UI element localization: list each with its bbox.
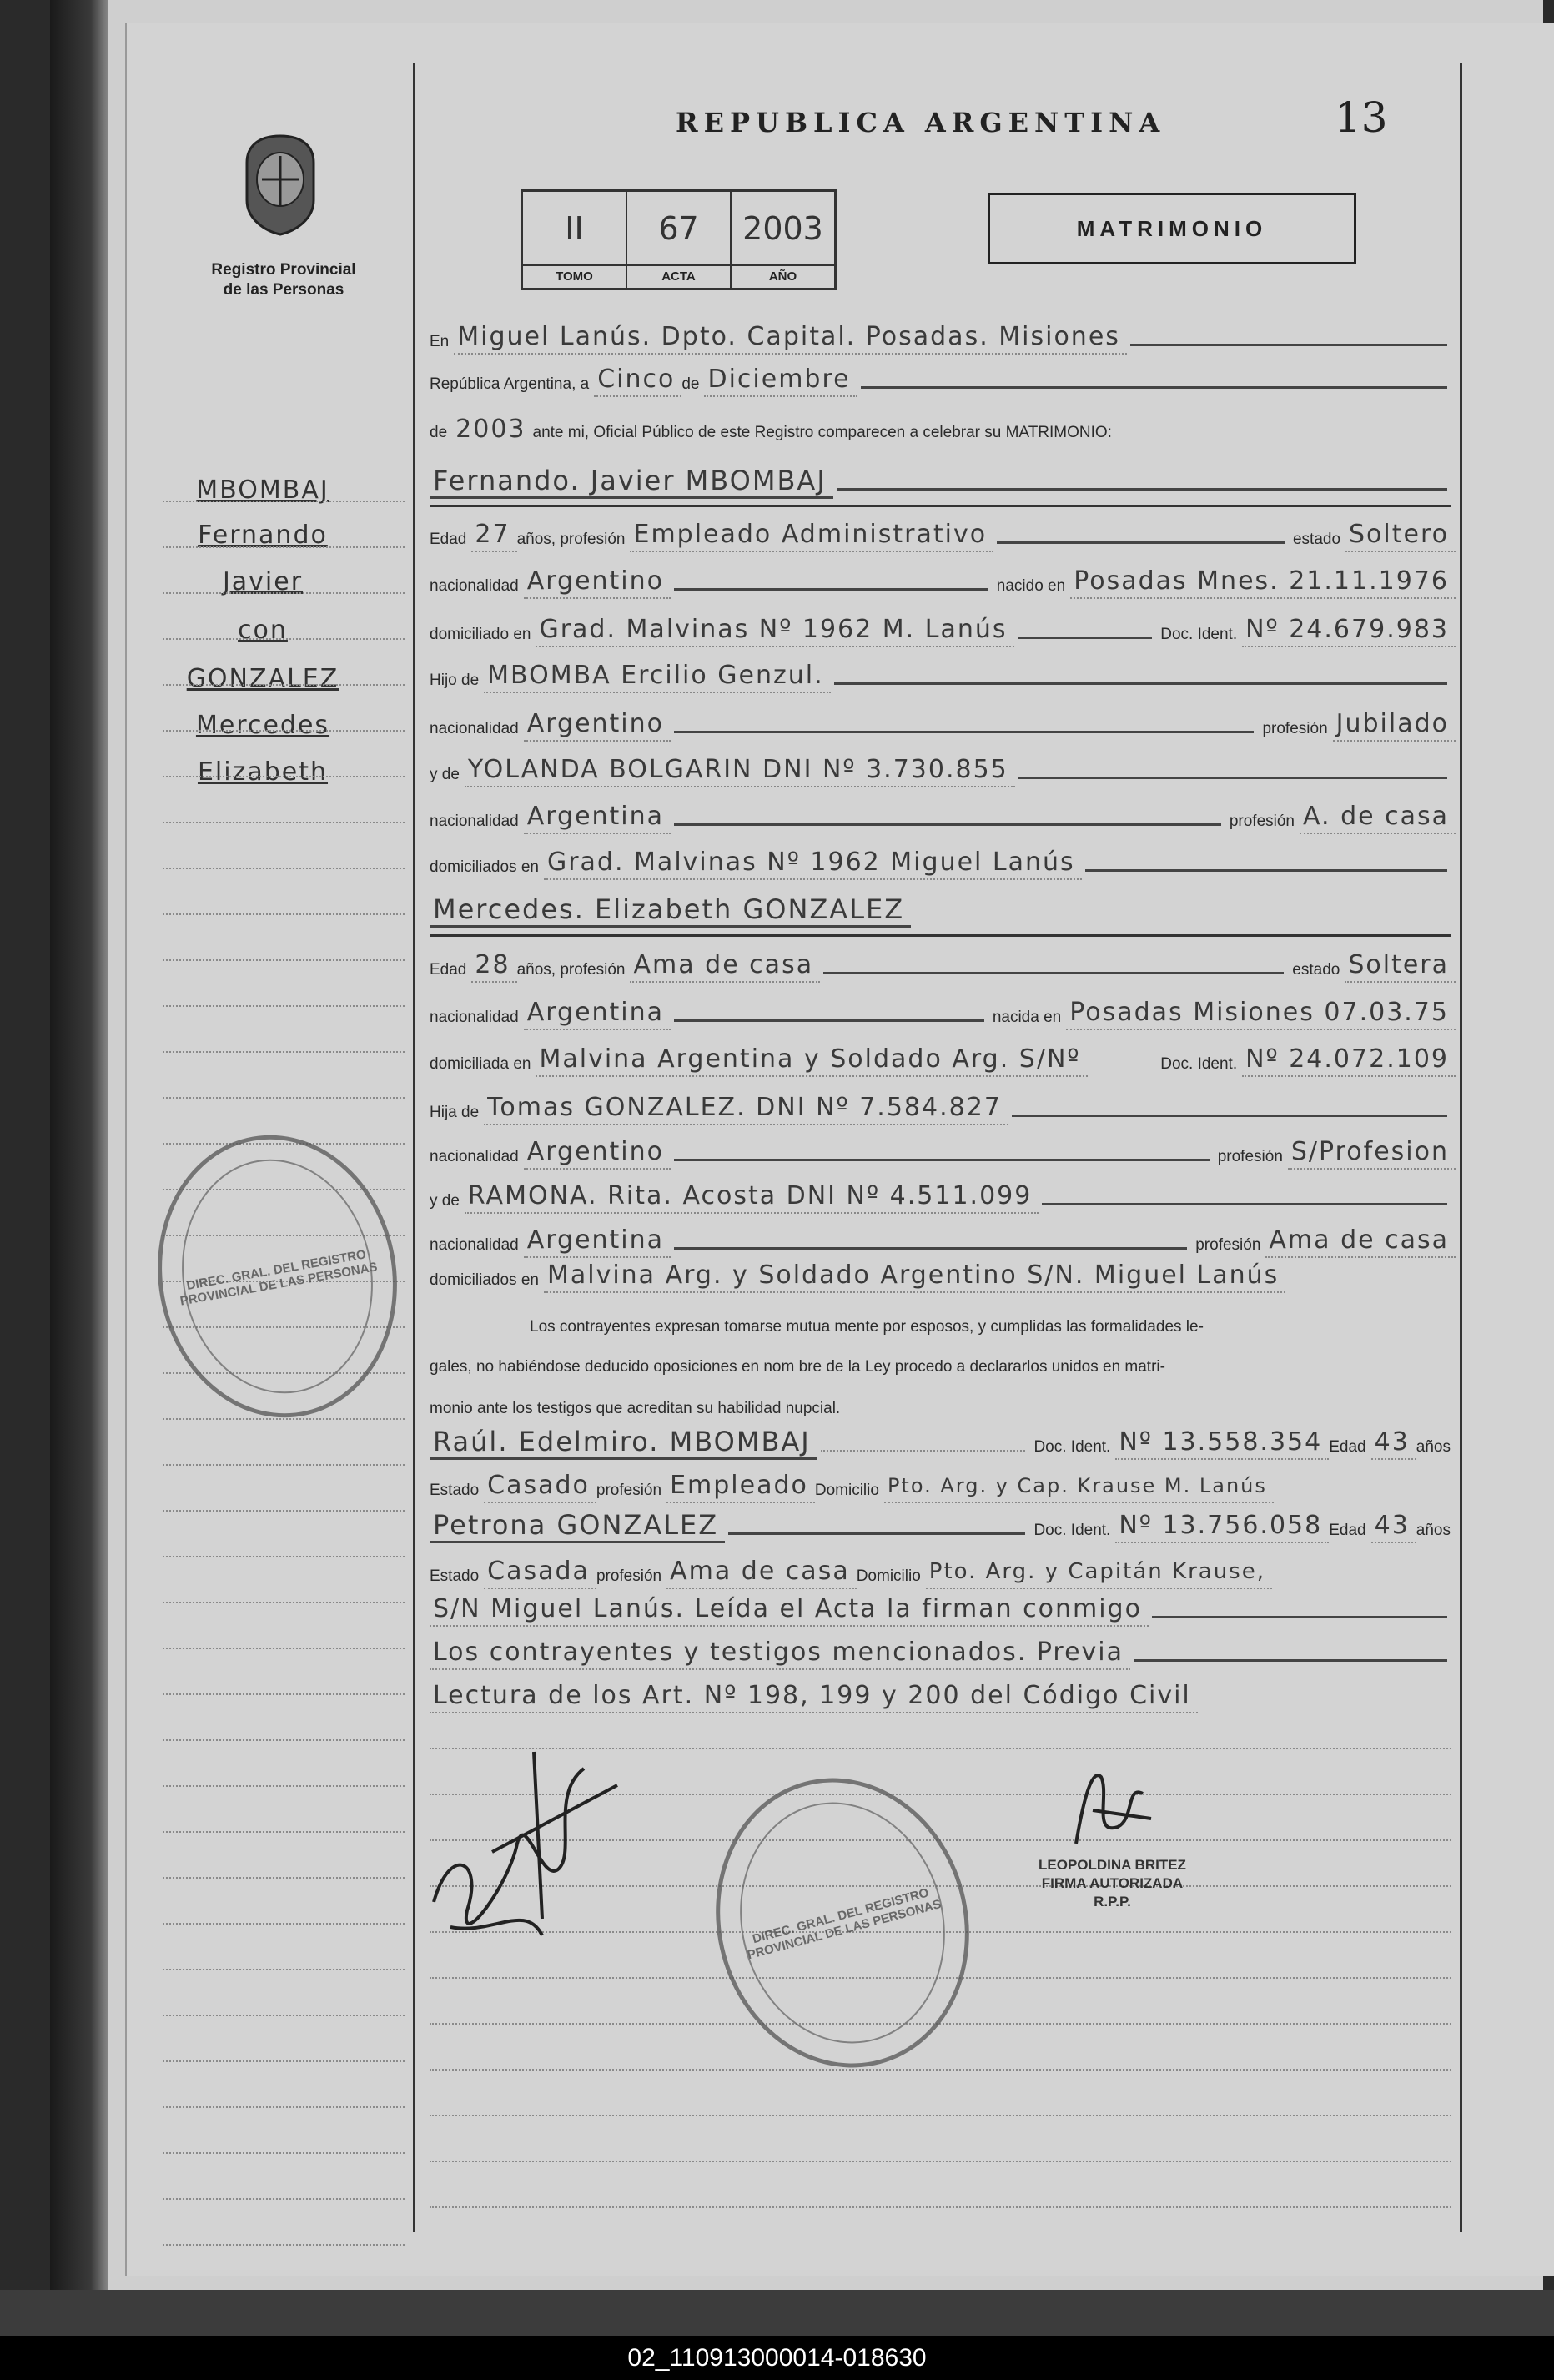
acta-value: 67 [658, 210, 699, 247]
margin-name: Fernando [198, 521, 328, 550]
label: y de [430, 766, 460, 783]
bride-father-row [430, 1084, 1456, 1125]
margin-rule-line [163, 2152, 405, 2154]
divider [430, 934, 1451, 937]
margin-rule-line [163, 1556, 405, 1557]
bride-status: Soltera [1345, 949, 1456, 983]
groom-doc: Nº 24.679.983 [1242, 614, 1456, 647]
witness1-address: Pto. Arg. y Cap. Krause M. Lanús [884, 1470, 1274, 1503]
label: profesión [596, 1567, 662, 1585]
bride-nationality-row [430, 989, 1456, 1030]
label: Doc. Ident. [1160, 1055, 1238, 1073]
declaration-line: Los contrayentes expresan tomarse mutua mente por esposos, y cumplidas las formalidades le- [530, 1318, 1204, 1336]
groom-address: Grad. Malvinas Nº 1962 M. Lanús [536, 614, 1013, 647]
label: Edad [1329, 1438, 1366, 1456]
margin-rule-line [163, 2198, 405, 2200]
right-border [1460, 63, 1462, 2232]
bride-parents-address-row [430, 1251, 1456, 1293]
official-name: LEOPOLDINA BRITEZ [1039, 1857, 1186, 1873]
groom-nationality-row [430, 557, 1456, 599]
margin-rule-line [163, 776, 405, 777]
margin-rule-line [163, 1831, 405, 1833]
witness2-name: Petrona GONZALEZ [430, 1509, 725, 1543]
year-row [430, 404, 1456, 445]
margin-rule-line [163, 1739, 405, 1741]
groom-parents-address: Grad. Malvinas Nº 1962 Miguel Lanús [544, 847, 1082, 880]
margin-name: GONZALEZ [186, 664, 339, 693]
margin-rule-line [163, 959, 405, 961]
margin-rule-line [163, 868, 405, 869]
label: Edad [430, 531, 467, 548]
label: estado [1292, 531, 1341, 548]
margin-rule-line [163, 822, 405, 823]
scan-bottom-edge [0, 2290, 1554, 2336]
date-row [430, 355, 1456, 397]
intro-text: ante mi, Oficial Público de este Registro comparecen a celebrar su MATRIMONIO: [532, 424, 1112, 441]
label: y de [430, 1192, 460, 1210]
official-org: R.P.P. [1094, 1894, 1131, 1910]
body-rule-line [430, 2115, 1451, 2116]
margin-rule-line [163, 1877, 405, 1879]
acta-label: ACTA [627, 264, 730, 288]
bride-birth: Posadas Misiones 07.03.75 [1066, 997, 1456, 1030]
witness2-profession: Ama de casa [666, 1556, 857, 1589]
groom-address-row [430, 606, 1456, 647]
registry-name [167, 260, 400, 300]
groom-mother-profession: A. de casa [1300, 801, 1456, 834]
closing-row [430, 1585, 1456, 1627]
bride-father-nationality: Argentino [524, 1136, 671, 1170]
bride-age-row [430, 941, 1456, 983]
month-value: Diciembre [704, 364, 857, 397]
stamp-text: DIREC. GRAL. DEL REGISTRO PROVINCIAL DE LAS PERSONAS [179, 1246, 379, 1309]
tomo-cell [523, 192, 627, 288]
bride-name-row [430, 886, 1456, 928]
ano-value: 2003 [742, 210, 823, 247]
bride-nationality: Argentina [524, 997, 671, 1030]
margin-rule-line [163, 1969, 405, 1970]
label: nacido en [996, 577, 1066, 595]
margin-rule-line [163, 638, 405, 640]
margin-rule-line [163, 1602, 405, 1603]
bride-mother-nationality: Argentina [524, 1225, 671, 1258]
closing-row [430, 1672, 1456, 1713]
official-title: FIRMA AUTORIZADA [1041, 1875, 1184, 1891]
label: profesión [596, 1482, 662, 1499]
bride-name: Mercedes. Elizabeth GONZALEZ [430, 893, 911, 928]
label: de [681, 375, 700, 393]
margin-rule-line [163, 1005, 405, 1007]
label: Domicilio [856, 1567, 921, 1585]
margin-rule-line [163, 1464, 405, 1466]
margin-rule-line [163, 2106, 405, 2108]
day-value: Cinco [594, 364, 681, 397]
label: Doc. Ident. [1033, 1438, 1111, 1456]
label: República Argentina, a [430, 375, 590, 393]
tomo-acta-ano-box [521, 189, 837, 290]
label: profesión [1229, 813, 1295, 830]
label: Edad [1329, 1522, 1366, 1539]
witness1-age: 43 [1371, 1426, 1416, 1460]
witness2-status: Casada [484, 1556, 596, 1589]
label: profesión [1262, 720, 1328, 737]
margin-rule-line [163, 592, 405, 594]
label: Estado [430, 1567, 480, 1585]
label: nacionalidad [430, 577, 519, 595]
bride-father: Tomas GONZALEZ. DNI Nº 7.584.827 [484, 1092, 1008, 1125]
closing-row [430, 1628, 1456, 1670]
stamp-text: DIREC. GRAL. DEL REGISTRO PROVINCIAL DE LAS PERSONAS [746, 1885, 943, 1963]
bride-mother-row [430, 1172, 1456, 1214]
label: estado [1292, 961, 1340, 979]
label: Domicilio [814, 1482, 879, 1499]
witness2-details-row [430, 1547, 1456, 1589]
bride-address: Malvina Argentina y Soldado Arg. S/Nº [536, 1044, 1087, 1077]
bride-doc: Nº 24.072.109 [1242, 1044, 1456, 1077]
margin-divider [413, 63, 415, 2232]
bride-father-profession: S/Profesion [1288, 1136, 1456, 1170]
label: nacionalidad [430, 720, 519, 737]
body-rule-line [430, 2161, 1451, 2162]
margin-name: MBOMBAJ [196, 475, 329, 505]
label: Hijo de [430, 672, 480, 689]
margin-rule-line [163, 1097, 405, 1099]
groom-parents-address-row [430, 838, 1456, 880]
tomo-label: TOMO [523, 264, 626, 288]
label: domiciliado en [430, 626, 531, 643]
tomo-value: II [565, 210, 584, 247]
margin-rule-line [163, 1418, 405, 1420]
bride-parents-address: Malvina Arg. y Soldado Argentino S/N. Miguel Lanús [544, 1260, 1285, 1293]
year-value: 2003 [455, 415, 526, 444]
groom-name-row [430, 457, 1456, 499]
label: Hija de [430, 1104, 480, 1121]
body-rule-line [430, 2069, 1451, 2071]
label: domiciliados en [430, 1271, 539, 1289]
signature-official [1043, 1760, 1176, 1860]
page-number: 13 [1335, 93, 1388, 142]
label: profesión [1217, 1148, 1283, 1165]
label: años, profesión [516, 531, 626, 548]
groom-status: Soltero [1345, 519, 1456, 552]
groom-father-nationality: Argentino [524, 708, 671, 742]
label: Edad [430, 961, 467, 979]
label: años [1416, 1438, 1451, 1456]
witness1-status: Casado [484, 1470, 596, 1503]
witness2-address: Pto. Arg. y Capitán Krause, [926, 1556, 1272, 1589]
image-caption: 02_110913000014-018630 [0, 2336, 1554, 2380]
margin-rule-line [163, 1051, 405, 1053]
witness1-name: Raúl. Edelmiro. MBOMBAJ [430, 1426, 817, 1460]
margin-rule-line [163, 546, 405, 548]
divider [430, 505, 1451, 507]
body-rule-line [430, 2206, 1451, 2208]
groom-birth: Posadas Mnes. 21.11.1976 [1070, 566, 1456, 599]
body-rule-line [430, 2023, 1451, 2025]
margin-rule-line [163, 501, 405, 502]
label: domiciliados en [430, 858, 539, 876]
bride-father-nat-row [430, 1128, 1456, 1170]
margin-name: Mercedes [195, 711, 330, 740]
margin-rule-line [163, 684, 405, 686]
witness1-doc: Nº 13.558.354 [1115, 1426, 1329, 1460]
bride-mother: RAMONA. Rita. Acosta DNI Nº 4.511.099 [465, 1180, 1039, 1214]
groom-age-row [430, 511, 1456, 552]
groom-father-nat-row [430, 700, 1456, 742]
bride-profession: Ama de casa [630, 949, 820, 983]
acta-cell [627, 192, 732, 288]
label: nacionalidad [430, 1148, 519, 1165]
label: años, profesión [516, 961, 626, 979]
country-title: REPUBLICA ARGENTINA [676, 107, 1166, 138]
closing-line: Los contrayentes y testigos mencionados. Previa [430, 1637, 1130, 1670]
book-spine-edge [50, 0, 108, 2290]
witness1-details-row [430, 1462, 1456, 1503]
groom-profession: Empleado Administrativo [630, 519, 993, 552]
margin-name: Javier [222, 567, 304, 596]
margin-rule-line [163, 1648, 405, 1649]
margin-rule-line [163, 2060, 405, 2062]
official-signature-block [1039, 1856, 1186, 1911]
bride-address-row [430, 1035, 1456, 1077]
declaration-line: gales, no habiéndose deducido oposiciones en nom bre de la Ley procedo a declararlos unidos en matri- [430, 1358, 1165, 1376]
groom-father: MBOMBA Ercilio Genzul. [484, 660, 830, 693]
label: Doc. Ident. [1160, 626, 1238, 643]
declaration-line: monio ante los testigos que acreditan su habilidad nupcial. [430, 1400, 841, 1417]
ano-label: AÑO [732, 264, 834, 288]
place-row [430, 313, 1456, 355]
label: nacionalidad [430, 813, 519, 830]
groom-father-row [430, 652, 1456, 693]
ano-cell [732, 192, 834, 288]
label: nacida en [992, 1009, 1062, 1026]
bride-mother-profession: Ama de casa [1265, 1225, 1456, 1258]
groom-name: Fernando. Javier MBOMBAJ [430, 465, 833, 499]
label: domiciliada en [430, 1055, 531, 1073]
closing-line: Lectura de los Art. Nº 198, 199 y 200 del Código Civil [430, 1680, 1198, 1713]
registry-line2: de las Personas [223, 281, 344, 299]
label: nacionalidad [430, 1236, 519, 1254]
label: profesión [1195, 1236, 1261, 1254]
witness2-age: 43 [1371, 1510, 1416, 1543]
label: de [430, 424, 448, 441]
groom-mother-row [430, 746, 1456, 787]
groom-father-profession: Jubilado [1333, 708, 1456, 742]
record-type-box: MATRIMONIO [988, 193, 1356, 264]
margin-rule-line [163, 2015, 405, 2016]
margin-name: Elizabeth [197, 757, 329, 787]
groom-mother-nat-row [430, 792, 1456, 834]
registry-line1: Registro Provincial [211, 261, 356, 279]
margin-rule-line [163, 1510, 405, 1512]
margin-rule-line [163, 1785, 405, 1787]
margin-name: con [238, 616, 288, 645]
label: nacionalidad [430, 1009, 519, 1026]
groom-mother: YOLANDA BOLGARIN DNI Nº 3.730.855 [465, 754, 1015, 787]
label: En [430, 333, 450, 350]
margin-rule-line [163, 730, 405, 732]
groom-nationality: Argentino [524, 566, 671, 599]
witness1-row [430, 1418, 1456, 1460]
signature-contrayente [417, 1718, 684, 1969]
bride-age: 28 [471, 949, 516, 983]
groom-mother-nationality: Argentina [524, 801, 671, 834]
coat-of-arms-logo [232, 129, 329, 238]
margin-rule-line [163, 1693, 405, 1695]
margin-rule-line [163, 1923, 405, 1925]
witness2-doc: Nº 13.756.058 [1115, 1510, 1329, 1543]
margin-rule-line [163, 913, 405, 915]
place-value: Miguel Lanús. Dpto. Capital. Posadas. Misiones [454, 321, 1127, 355]
closing-line: S/N Miguel Lanús. Leída el Acta la firman conmigo [430, 1593, 1149, 1627]
label: Doc. Ident. [1033, 1522, 1111, 1539]
witness2-row [430, 1502, 1456, 1543]
margin-rule-line [163, 2244, 405, 2246]
groom-age: 27 [471, 519, 516, 552]
witness1-profession: Empleado [666, 1470, 815, 1503]
label: Estado [430, 1482, 480, 1499]
label: años [1416, 1522, 1451, 1539]
